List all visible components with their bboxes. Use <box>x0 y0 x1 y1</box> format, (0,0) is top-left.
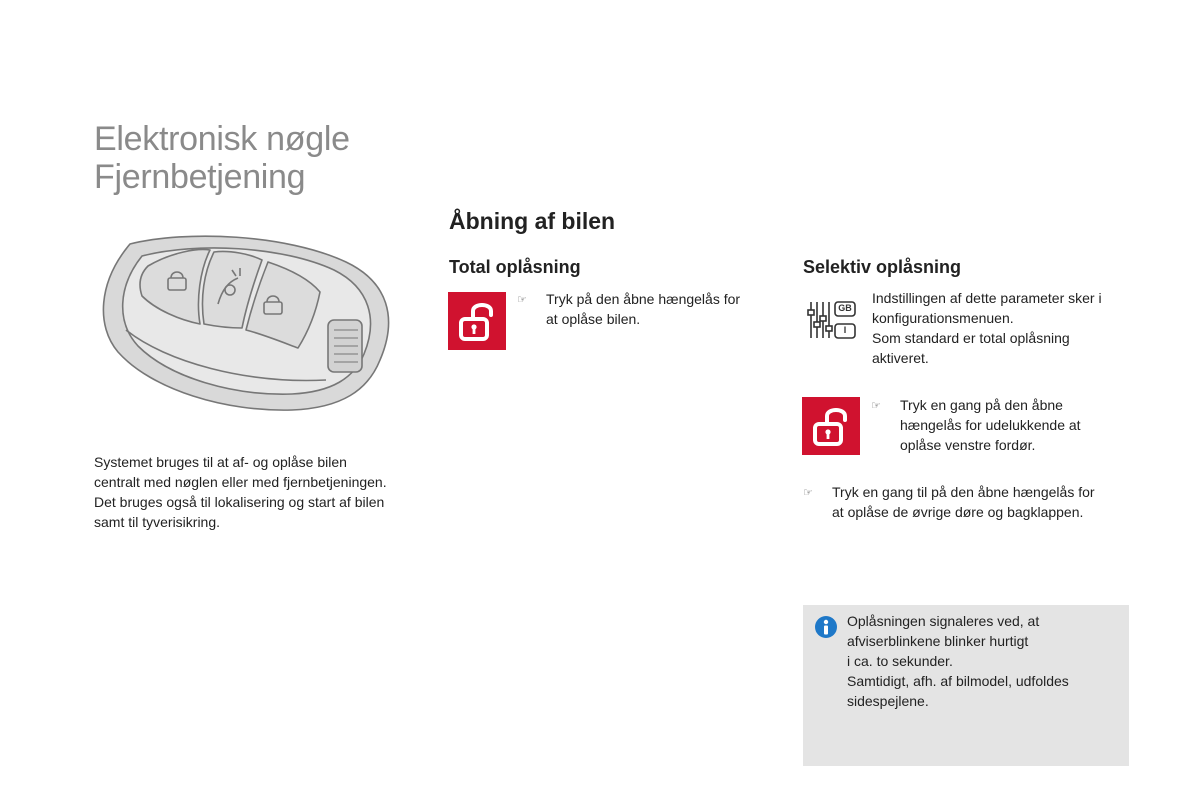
selective-unlocking-heading: Selektiv oplåsning <box>803 257 962 277</box>
info-line: i ca. to sekunder. <box>847 653 953 669</box>
intro-paragraph <box>94 452 434 532</box>
key-fob-illustration <box>96 226 406 412</box>
settings-sliders-icon <box>805 298 857 342</box>
pointing-hand-bullet-icon: ☞ <box>517 294 527 306</box>
settings-line: Som standard er total oplåsning <box>872 330 1070 346</box>
language-i-label: I <box>843 325 847 335</box>
settings-line: konfigurationsmenuen. <box>872 310 1014 326</box>
selective-settings-note <box>872 288 1172 368</box>
info-line: sidespejlene. <box>847 693 929 709</box>
language-gb-label: GB <box>838 303 852 313</box>
open-padlock-button-icon <box>802 397 860 455</box>
selective-step-1 <box>871 395 1134 455</box>
step1-line: oplåse venstre fordør. <box>900 437 1036 453</box>
page-title-line1: Elektronisk nøgle <box>94 120 350 158</box>
intro-line: centralt med nøglen eller med fjernbetjeningen. <box>94 474 387 490</box>
step1-line: Tryk en gang på den åbne <box>900 397 1063 413</box>
step1-line: hængelås for udelukkende at <box>900 417 1081 433</box>
info-line: Oplåsningen signaleres ved, at <box>847 613 1040 629</box>
pointing-hand-bullet-icon: ☞ <box>803 487 813 499</box>
settings-line: Indstillingen af dette parameter sker i <box>872 290 1102 306</box>
pointing-hand-bullet-icon: ☞ <box>871 400 881 412</box>
intro-line: Det bruges også til lokalisering og start af bilen <box>94 494 385 510</box>
info-icon <box>815 616 837 638</box>
page-title-line2: Fjernbetjening <box>94 158 306 196</box>
total-unlocking-instruction <box>517 289 770 329</box>
settings-line: aktiveret. <box>872 350 929 366</box>
info-box <box>803 605 1129 766</box>
info-line: afviserblinkene blinker hurtigt <box>847 633 1029 649</box>
step2-line: Tryk en gang til på den åbne hængelås for <box>832 484 1095 500</box>
intro-line: samt til tyverisikring. <box>94 514 221 530</box>
instruction-line: at oplåse bilen. <box>546 311 641 327</box>
info-text <box>847 611 1117 711</box>
info-line: Samtidigt, afh. af bilmodel, udfoldes <box>847 673 1069 689</box>
section-heading: Åbning af bilen <box>449 208 616 234</box>
step2-line: at oplåse de øvrige døre og bagklappen. <box>832 504 1084 520</box>
total-unlocking-heading: Total oplåsning <box>449 257 581 277</box>
selective-step-2 <box>803 482 1146 522</box>
instruction-line: Tryk på den åbne hængelås for <box>546 291 741 307</box>
open-padlock-button-icon <box>448 292 506 350</box>
intro-line: Systemet bruges til at af- og oplåse bilen <box>94 454 347 470</box>
